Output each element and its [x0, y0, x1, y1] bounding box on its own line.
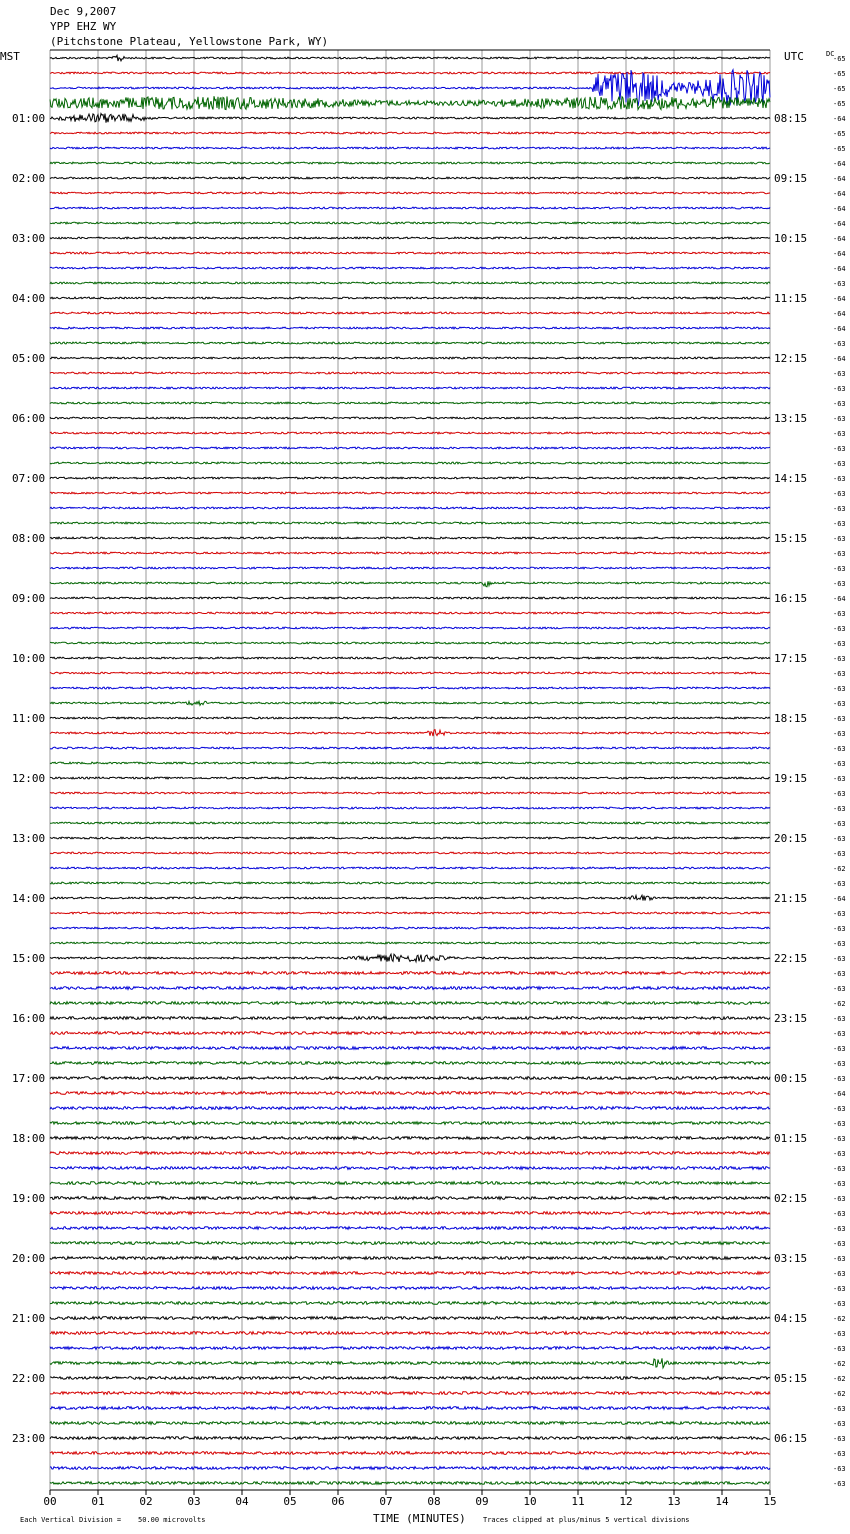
x-tick-label: 14	[715, 1495, 729, 1508]
trace-line	[50, 1317, 770, 1320]
dc-offset-label: -62	[833, 1000, 846, 1008]
dc-offset-label: -63	[833, 385, 846, 393]
trace-line	[50, 612, 770, 614]
dc-offset-label: -63	[833, 400, 846, 408]
left-hour-label: 07:00	[12, 472, 46, 485]
dc-offset-label: -63	[833, 835, 846, 843]
dc-offset-label: -63	[833, 1435, 846, 1443]
right-hour-label: 00:15	[774, 1072, 808, 1085]
trace-line	[50, 987, 770, 990]
dc-offset-label: -63	[833, 970, 846, 978]
trace-line	[50, 777, 770, 779]
left-hour-label: 10:00	[12, 652, 46, 665]
right-hour-label: 23:15	[774, 1012, 808, 1025]
trace-line	[50, 114, 770, 123]
dc-offset-label: -64	[833, 115, 846, 123]
dc-offset-label: -63	[833, 1480, 846, 1488]
trace-line	[50, 822, 770, 824]
right-hour-label: 13:15	[774, 412, 808, 425]
trace-line	[50, 1182, 770, 1185]
dc-offset-label: -63	[833, 760, 846, 768]
trace-line	[50, 372, 770, 374]
dc-offset-label: -65	[833, 85, 846, 93]
dc-offset-label: -64	[833, 220, 846, 228]
trace-line	[50, 567, 770, 569]
trace-line	[50, 252, 770, 254]
dc-offset-label: -63	[833, 670, 846, 678]
dc-offset-label: -65	[833, 70, 846, 78]
trace-line	[50, 282, 770, 284]
trace-line	[50, 672, 770, 674]
trace-line	[50, 1152, 770, 1155]
x-axis	[43, 1490, 776, 1508]
trace-line	[50, 1107, 770, 1110]
trace-line	[50, 387, 770, 389]
left-hour-label: 02:00	[12, 172, 46, 185]
trace-line	[50, 312, 770, 314]
left-hour-label: 22:00	[12, 1372, 46, 1385]
trace-line	[50, 492, 770, 494]
trace-line	[50, 1332, 770, 1335]
dc-offset-label: -63	[833, 880, 846, 888]
trace-line	[50, 627, 770, 629]
dc-offset-label: -63	[833, 1225, 846, 1233]
trace-line	[50, 912, 770, 914]
x-tick-label: 02	[139, 1495, 153, 1508]
trace-line	[50, 972, 770, 975]
x-tick-label: 04	[235, 1495, 249, 1508]
header-location: (Pitchstone Plateau, Yellowstone Park, WY)	[50, 35, 329, 48]
dc-offset-labels	[833, 55, 846, 1488]
trace-line	[50, 1047, 770, 1050]
dc-offset-label: -63	[833, 940, 846, 948]
dc-offset-label: -63	[833, 1330, 846, 1338]
trace-line	[50, 942, 770, 944]
x-tick-label: 13	[667, 1495, 681, 1508]
trace-line	[50, 417, 770, 419]
trace-line	[50, 55, 770, 61]
dc-offset-label: -63	[833, 430, 846, 438]
dc-offset-label: -63	[833, 490, 846, 498]
left-hour-label: 03:00	[12, 232, 46, 245]
trace-line	[50, 522, 770, 524]
right-hour-label: 19:15	[774, 772, 808, 785]
trace-line	[50, 237, 770, 239]
right-hour-label: 01:15	[774, 1132, 808, 1145]
trace-line	[50, 1167, 770, 1170]
right-hour-label: 12:15	[774, 352, 808, 365]
dc-offset-label: -63	[833, 1240, 846, 1248]
trace-line	[50, 192, 770, 194]
dc-offset-label: -63	[833, 610, 846, 618]
dc-offset-label: -64	[833, 355, 846, 363]
trace-line	[50, 597, 770, 599]
trace-line	[50, 1437, 770, 1440]
trace-line	[50, 1347, 770, 1350]
trace-line	[50, 895, 770, 900]
dc-offset-label: -63	[833, 1195, 846, 1203]
trace-line	[50, 927, 770, 929]
trace-line	[50, 730, 770, 737]
trace-line	[50, 1358, 770, 1368]
trace-line	[50, 792, 770, 794]
dc-offset-label: -63	[833, 655, 846, 663]
trace-line	[50, 552, 770, 554]
right-hour-label: 04:15	[774, 1312, 808, 1325]
dc-offset-label: -63	[833, 850, 846, 858]
dc-offset-label: -63	[833, 910, 846, 918]
right-hour-label: 03:15	[774, 1252, 808, 1265]
dc-offset-label: -64	[833, 160, 846, 168]
dc-offset-label: -63	[833, 565, 846, 573]
right-hour-label: 15:15	[774, 532, 808, 545]
trace-line	[50, 1077, 770, 1080]
trace-line	[50, 1032, 770, 1035]
x-tick-label: 03	[187, 1495, 201, 1508]
trace-line	[50, 852, 770, 854]
dc-offset-label: -63	[833, 745, 846, 753]
trace-line	[50, 1242, 770, 1245]
x-tick-label: 09	[475, 1495, 489, 1508]
trace-line	[50, 177, 770, 179]
trace-line	[50, 1392, 770, 1395]
trace-line	[50, 657, 770, 659]
dc-offset-label: -64	[833, 1090, 846, 1098]
trace-line	[50, 1137, 770, 1140]
trace-line	[50, 222, 770, 224]
dc-offset-label: -63	[833, 1450, 846, 1458]
left-hour-label: 21:00	[12, 1312, 46, 1325]
left-hour-label: 04:00	[12, 292, 46, 305]
trace-line	[50, 1002, 770, 1005]
trace-line	[50, 882, 770, 884]
trace-line	[50, 687, 770, 689]
trace-line	[50, 147, 770, 149]
trace-line	[50, 96, 770, 109]
dc-offset-label: -63	[833, 1300, 846, 1308]
dc-offset-label: -63	[833, 1210, 846, 1218]
dc-offset-label: -62	[833, 1315, 846, 1323]
x-tick-label: 10	[523, 1495, 537, 1508]
trace-rows	[50, 55, 770, 1484]
right-hour-label: 08:15	[774, 112, 808, 125]
x-tick-label: 07	[379, 1495, 393, 1508]
dc-offset-label: -64	[833, 235, 846, 243]
trace-line	[50, 342, 770, 344]
dc-offset-label: -63	[833, 790, 846, 798]
dc-offset-label: -63	[833, 700, 846, 708]
left-hour-label: 20:00	[12, 1252, 46, 1265]
right-hour-label: 14:15	[774, 472, 808, 485]
trace-line	[50, 1422, 770, 1425]
right-hour-label: 11:15	[774, 292, 808, 305]
trace-line	[50, 1272, 770, 1275]
trace-line	[50, 1227, 770, 1230]
dc-offset-label: -63	[833, 475, 846, 483]
dc-offset-label: -63	[833, 1060, 846, 1068]
trace-line	[50, 207, 770, 209]
trace-line	[50, 432, 770, 434]
right-hour-label: 17:15	[774, 652, 808, 665]
right-timezone-label: UTC	[784, 50, 804, 63]
trace-line	[50, 642, 770, 644]
left-hour-label: 16:00	[12, 1012, 46, 1025]
dc-offset-label: -64	[833, 295, 846, 303]
x-axis-title: TIME (MINUTES)	[373, 1512, 466, 1525]
dc-offset-label: -63	[833, 1420, 846, 1428]
trace-line	[50, 447, 770, 449]
footer-scale-note: Each Vertical Division = 50.00 microvolts	[20, 1516, 206, 1524]
x-tick-label: 12	[619, 1495, 633, 1508]
trace-line	[50, 1212, 770, 1215]
dc-offset-label: -63	[833, 1285, 846, 1293]
dc-offset-label: -63	[833, 340, 846, 348]
dc-offset-label: -65	[833, 145, 846, 153]
trace-line	[50, 1407, 770, 1410]
left-hour-label: 14:00	[12, 892, 46, 905]
dc-offset-label: -65	[833, 55, 846, 63]
dc-offset-label: -62	[833, 1375, 846, 1383]
trace-line	[50, 1467, 770, 1470]
x-tick-label: 05	[283, 1495, 297, 1508]
left-hour-label: 08:00	[12, 532, 46, 545]
dc-offset-label: -63	[833, 730, 846, 738]
dc-offset-label: -64	[833, 325, 846, 333]
dc-offset-label: -62	[833, 1390, 846, 1398]
dc-offset-label: -63	[833, 640, 846, 648]
dc-offset-label: -63	[833, 280, 846, 288]
trace-line	[50, 1122, 770, 1125]
right-hour-label: 10:15	[774, 232, 808, 245]
trace-line	[50, 1197, 770, 1200]
trace-line	[50, 507, 770, 509]
dc-offset-label: -63	[833, 925, 846, 933]
trace-line	[50, 1482, 770, 1485]
left-hour-label: 23:00	[12, 1432, 46, 1445]
dc-offset-label: -63	[833, 1075, 846, 1083]
dc-column-label: DC	[826, 50, 835, 58]
header-station: YPP EHZ WY	[50, 20, 117, 33]
trace-line	[50, 297, 770, 299]
left-hour-label: 12:00	[12, 772, 46, 785]
trace-line	[50, 581, 770, 587]
dc-offset-label: -63	[833, 1045, 846, 1053]
dc-offset-label: -62	[833, 865, 846, 873]
trace-line	[50, 477, 770, 479]
left-hour-label: 18:00	[12, 1132, 46, 1145]
left-timezone-label: MST	[0, 50, 20, 63]
x-tick-label: 01	[91, 1495, 105, 1508]
trace-line	[50, 1092, 770, 1095]
dc-offset-label: -63	[833, 1465, 846, 1473]
dc-offset-label: -63	[833, 775, 846, 783]
x-tick-label: 00	[43, 1495, 57, 1508]
trace-line	[50, 1062, 770, 1065]
dc-offset-label: -63	[833, 1135, 846, 1143]
trace-line	[50, 1302, 770, 1305]
trace-line	[50, 747, 770, 749]
dc-offset-label: -63	[833, 1105, 846, 1113]
dc-offset-label: -63	[833, 415, 846, 423]
trace-line	[50, 1257, 770, 1260]
dc-offset-label: -63	[833, 1165, 846, 1173]
right-hour-label: 20:15	[774, 832, 808, 845]
trace-line	[50, 1377, 770, 1380]
trace-line	[50, 701, 770, 705]
dc-offset-label: -63	[833, 445, 846, 453]
dc-offset-label: -63	[833, 1405, 846, 1413]
trace-line	[50, 807, 770, 809]
trace-line	[50, 1287, 770, 1290]
left-hour-label: 13:00	[12, 832, 46, 845]
trace-line	[50, 837, 770, 839]
trace-line	[50, 1452, 770, 1455]
trace-line	[50, 867, 770, 869]
trace-line	[50, 132, 770, 134]
dc-offset-label: -64	[833, 265, 846, 273]
left-hour-label: 05:00	[12, 352, 46, 365]
right-hour-label: 06:15	[774, 1432, 808, 1445]
right-hour-label: 05:15	[774, 1372, 808, 1385]
dc-offset-label: -64	[833, 190, 846, 198]
right-hour-label: 22:15	[774, 952, 808, 965]
dc-offset-label: -63	[833, 985, 846, 993]
trace-line	[50, 1017, 770, 1020]
dc-offset-label: -62	[833, 1360, 846, 1368]
left-hour-label: 15:00	[12, 952, 46, 965]
dc-offset-label: -63	[833, 1120, 846, 1128]
dc-offset-label: -64	[833, 310, 846, 318]
right-hour-label: 21:15	[774, 892, 808, 905]
dc-offset-label: -65	[833, 100, 846, 108]
dc-offset-label: -64	[833, 205, 846, 213]
dc-offset-label: -64	[833, 250, 846, 258]
left-hour-label: 11:00	[12, 712, 46, 725]
trace-line	[50, 267, 770, 269]
dc-offset-label: -63	[833, 955, 846, 963]
dc-offset-label: -63	[833, 820, 846, 828]
trace-line	[50, 357, 770, 359]
footer-clip-note: Traces clipped at plus/minus 5 vertical divisions	[483, 1516, 690, 1524]
x-tick-label: 15	[763, 1495, 777, 1508]
dc-offset-label: -63	[833, 520, 846, 528]
trace-line	[50, 162, 770, 164]
dc-offset-label: -63	[833, 535, 846, 543]
dc-offset-label: -63	[833, 1180, 846, 1188]
x-tick-label: 06	[331, 1495, 345, 1508]
dc-offset-label: -63	[833, 1150, 846, 1158]
dc-offset-label: -63	[833, 1015, 846, 1023]
left-hour-label: 06:00	[12, 412, 46, 425]
trace-line	[50, 717, 770, 719]
dc-offset-label: -65	[833, 130, 846, 138]
x-tick-label: 11	[571, 1495, 585, 1508]
dc-offset-label: -64	[833, 595, 846, 603]
right-hour-label: 09:15	[774, 172, 808, 185]
dc-offset-label: -63	[833, 1255, 846, 1263]
trace-line	[50, 762, 770, 764]
dc-offset-label: -63	[833, 1345, 846, 1353]
x-tick-label: 08	[427, 1495, 441, 1508]
left-hour-label: 17:00	[12, 1072, 46, 1085]
right-hour-label: 02:15	[774, 1192, 808, 1205]
dc-offset-label: -63	[833, 685, 846, 693]
dc-offset-label: -64	[833, 175, 846, 183]
trace-line	[50, 954, 770, 962]
trace-line	[50, 402, 770, 404]
trace-line	[50, 462, 770, 464]
trace-line	[50, 72, 770, 74]
dc-offset-label: -63	[833, 715, 846, 723]
trace-line	[50, 327, 770, 329]
dc-offset-label: -63	[833, 805, 846, 813]
header-date: Dec 9,2007	[50, 5, 117, 18]
dc-offset-label: -63	[833, 625, 846, 633]
trace-line	[50, 537, 770, 539]
right-hour-label: 16:15	[774, 592, 808, 605]
left-hour-label: 01:00	[12, 112, 46, 125]
dc-offset-label: -63	[833, 580, 846, 588]
dc-offset-label: -64	[833, 895, 846, 903]
left-hour-label: 19:00	[12, 1192, 46, 1205]
dc-offset-label: -63	[833, 370, 846, 378]
dc-offset-label: -63	[833, 1030, 846, 1038]
dc-offset-label: -63	[833, 505, 846, 513]
dc-offset-label: -63	[833, 1270, 846, 1278]
dc-offset-label: -63	[833, 550, 846, 558]
dc-offset-label: -63	[833, 460, 846, 468]
left-hour-label: 09:00	[12, 592, 46, 605]
right-hour-label: 18:15	[774, 712, 808, 725]
